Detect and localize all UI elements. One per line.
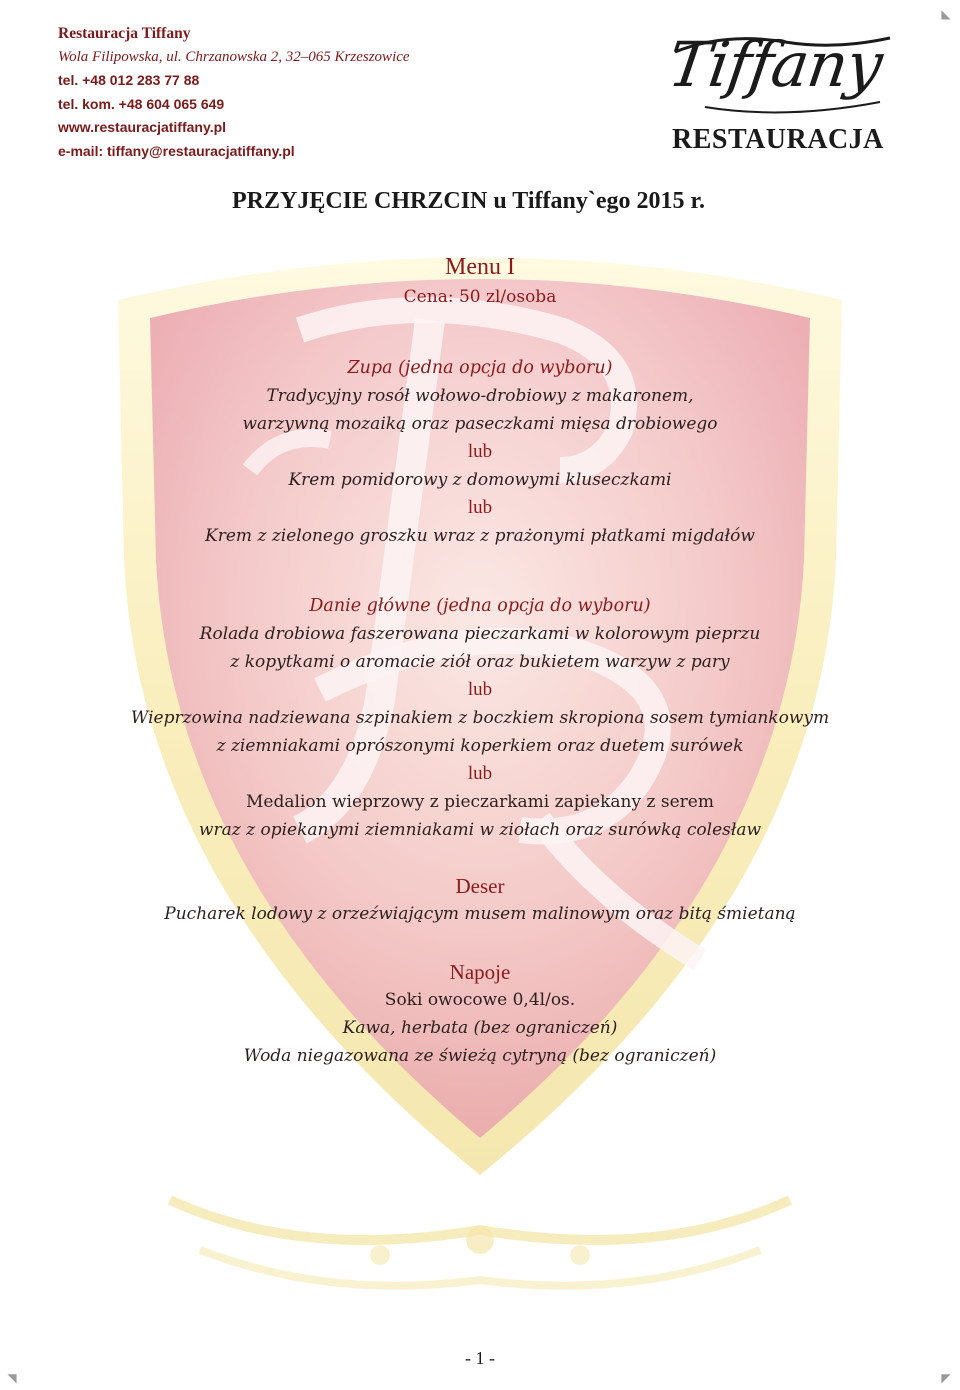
menu-line: wraz z opiekanymi ziemniakami w ziołach oraz surówką colesław — [198, 820, 762, 840]
section-title: Danie główne (jedna opcja do wyboru) — [309, 596, 651, 616]
mobile-number: tel. kom. +48 604 065 649 — [58, 95, 225, 112]
menu-line: Krem z zielonego groszku wraz z prażonymi płatkami migdałów — [205, 526, 755, 546]
menu-line: Soki owocowe 0,4l/os. — [384, 990, 576, 1010]
page-title: PRZYJĘCIE CHRZCIN u Tiffany`ego 2015 r. — [232, 188, 705, 214]
crop-mark-icon: ◥ — [7, 1371, 17, 1385]
menu-line: Rolada drobiowa faszerowana pieczarkami w kolorowym pieprzu — [199, 624, 761, 644]
menu-body — [0, 252, 960, 1070]
section-title: Napoje — [449, 960, 511, 984]
menu-line: Pucharek lodowy z orzeźwiającym musem malinowym oraz bitą śmietaną — [164, 904, 796, 924]
or-separator: lub — [467, 497, 493, 518]
menu-line: z kopytkami o aromacie ziół oraz bukietem warzyw z pary — [230, 652, 730, 672]
menu-line: warzywną mozaiką oraz paseczkami mięsa drobiowego — [242, 414, 718, 434]
menu-title: Menu I — [445, 254, 515, 280]
restaurant-name: Restauracja Tiffany — [58, 25, 191, 42]
logo-word-text: RESTAURACJA — [672, 124, 884, 155]
or-separator: lub — [467, 679, 493, 700]
menu-line: Medalion wieprzowy z pieczarkami zapiekany z serem — [246, 792, 714, 812]
section-title: Deser — [455, 874, 505, 898]
website-link[interactable]: www.restauracjatiffany.pl — [58, 119, 227, 135]
email-link[interactable]: e-mail: tiffany@restauracjatiffany.pl — [58, 142, 295, 159]
section-main — [0, 592, 960, 844]
phone-number: tel. +48 012 283 77 88 — [58, 72, 200, 88]
restaurant-address: Wola Filipowska, ul. Chrzanowska 2, 32–065 Krzeszowice — [58, 48, 410, 65]
tiffany-logo — [663, 28, 900, 162]
menu-price: Cena: 50 zl/osoba — [403, 287, 557, 307]
section-title: Zupa (jedna opcja do wyboru) — [347, 358, 613, 378]
section-soup — [0, 354, 960, 550]
menu-line: Krem pomidorowy z domowymi kluseczkami — [288, 470, 672, 490]
section-dessert — [0, 872, 960, 928]
crop-mark-icon: ◣ — [941, 7, 951, 21]
page-number: - 1 - — [465, 1348, 495, 1368]
menu-line: z ziemniakami oprószonymi koperkiem oraz duetem surówek — [216, 736, 744, 756]
logo-script-text: Tiffany — [663, 28, 887, 101]
section-drinks — [0, 958, 960, 1070]
menu-line: Wieprzowina nadziewana szpinakiem z boczkiem skropiona sosem tymiankowym — [130, 708, 830, 728]
crop-mark-icon: ◤ — [941, 1371, 951, 1385]
or-separator: lub — [467, 763, 493, 784]
menu-line: Tradycyjny rosół wołowo-drobiowy z makaronem, — [266, 386, 694, 406]
menu-line: Woda niegazowana ze świeżą cytryną (bez ograniczeń) — [243, 1046, 717, 1066]
menu-line: Kawa, herbata (bez ograniczeń) — [342, 1018, 618, 1038]
contact-block — [58, 22, 410, 163]
or-separator: lub — [467, 441, 493, 462]
